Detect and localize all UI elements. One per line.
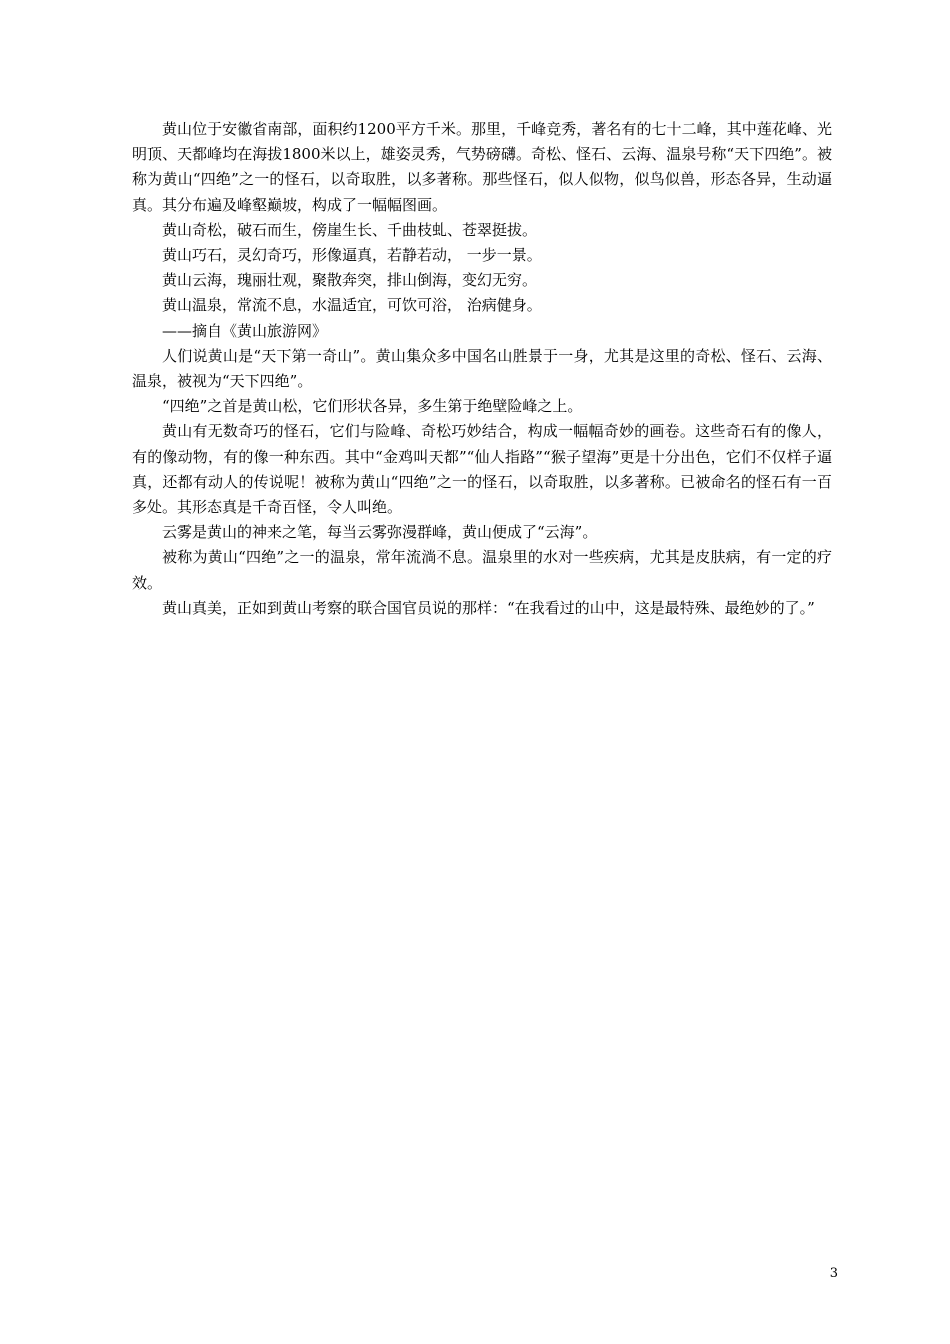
paragraph-first-mountain: 人们说黄山是“天下第一奇山”。黄山集众多中国名山胜景于一身，尤其是这里的奇松、怪石、云海、温泉，被视为“天下四绝”。 xyxy=(132,346,832,391)
paragraph-pine: 黄山奇松，破石而生，傍崖生长、千曲枝虬、苍翠挺拔。 xyxy=(162,220,538,239)
paragraph-overview: 黄山位于安徽省南部，面积约1200平方千米。那里，千峰竞秀，著名有的七十二峰，其中莲花峰、光明顶、天都峰均在海拔1800米以上，雄姿灵秀，气势磅礴。奇松、怪石、云海、温泉号称“天下四绝”。被称为黄山“四绝”之一的怪石，以奇取胜，以多著称。那些怪石，似人似物，似鸟似兽，形态各异，生动逼真。其分布遍及峰壑巅坡，构成了一幅幅图画。 xyxy=(132,120,832,214)
paragraph-pine-detail: “四绝”之首是黄山松，它们形状各异，多生第于绝壁险峰之上。 xyxy=(162,397,583,416)
paragraph-hot-spring: 黄山温泉，常流不息，水温适宜，可饮可浴， 治病健身。 xyxy=(162,296,542,315)
paragraph-rock: 黄山巧石，灵幻奇巧，形像逼真，若静若动， 一步一景。 xyxy=(162,246,542,265)
source-citation: ——摘自《黄山旅游网》 xyxy=(162,321,328,340)
paragraph-cloud-detail: 云雾是黄山的神来之笔，每当云雾弥漫群峰，黄山便成了“云海”。 xyxy=(162,523,598,542)
paragraph-spring-detail: 被称为黄山“四绝”之一的温泉，常年流淌不息。温泉里的水对一些疾病，尤其是皮肤病，有一定的疗效。 xyxy=(132,548,832,592)
page-number: 3 xyxy=(829,1266,838,1281)
document-body xyxy=(132,117,832,621)
paragraph-rock-detail: 黄山有无数奇巧的怪石，它们与险峰、奇松巧妙结合，构成一幅幅奇妙的画卷。这些奇石有的像人，有的像动物，有的像一种东西。其中“金鸡叫天都”“仙人指路”“猴子望海”更是十分出色，它们不仅样子逼真，还都有动人的传说呢！被称为黄山“四绝”之一的怪石，以奇取胜，以多著称。已被命名的怪石有一百多处。其形态真是千奇百怪，令人叫绝。 xyxy=(132,422,832,517)
paragraph-conclusion: 黄山真美，正如到黄山考察的联合国官员说的那样：“在我看过的山中，这是最特殊、最绝妙的了。” xyxy=(162,598,815,617)
paragraph-cloud-sea: 黄山云海，瑰丽壮观，聚散奔突，排山倒海，变幻无穷。 xyxy=(162,271,538,290)
